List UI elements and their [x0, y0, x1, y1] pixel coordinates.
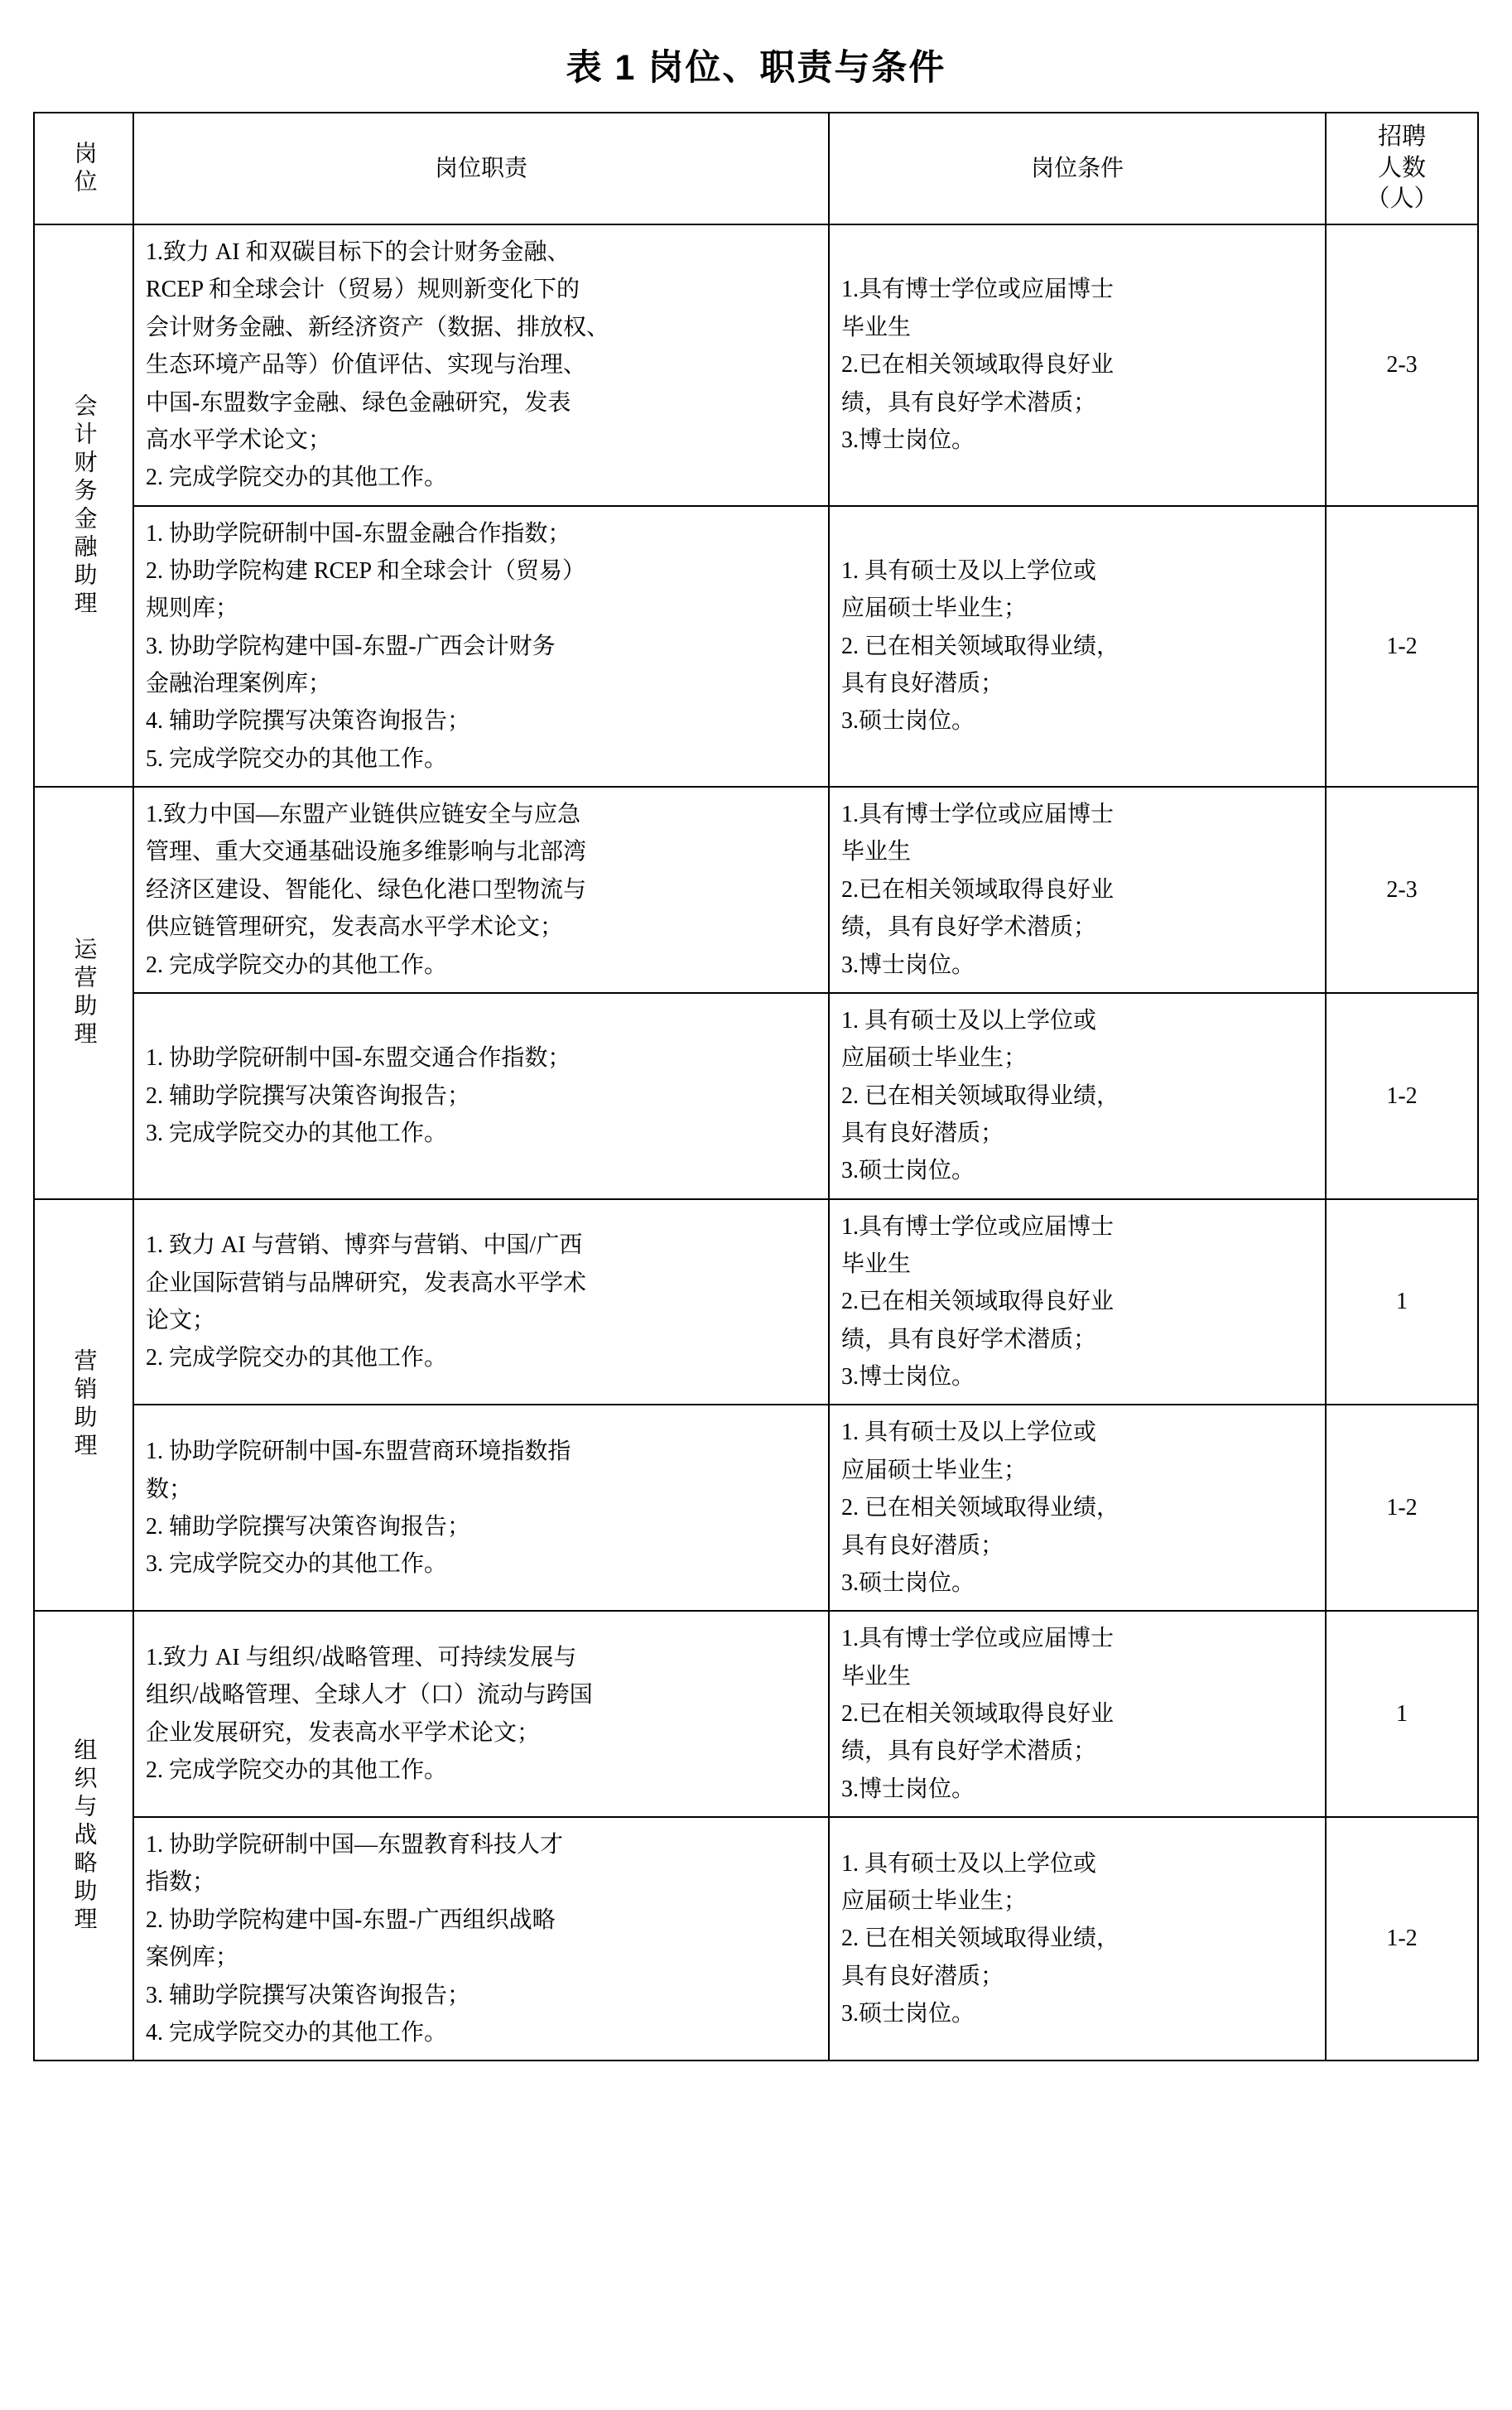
count-cell: 1-2: [1326, 993, 1478, 1199]
duty-cell: 1.致力 AI 和双碳目标下的会计财务金融、 RCEP 和全球会计（贸易）规则新变化下的 会计财务金融、新经济资产（数据、排放权、 生态环境产品等）价值评估、实现与治理、 中国-东盟数字金融、绿色金融研究，发表 高水平学术论文； 2. 完成学院交办的其他工作。: [133, 224, 829, 506]
table-header-row: [34, 113, 1478, 224]
table-row: [34, 506, 1478, 788]
duty-cell: 1. 致力 AI 与营销、博弈与营销、中国/广西 企业国际营销与品牌研究，发表高水平学术 论文； 2. 完成学院交办的其他工作。: [133, 1199, 829, 1405]
condition-cell: 1.具有博士学位或应届博士 毕业生 2.已在相关领域取得良好业 绩，具有良好学术潜质； 3.博士岗位。: [829, 224, 1326, 506]
table-row: [34, 1611, 1478, 1817]
condition-cell: 1.具有博士学位或应届博士 毕业生 2.已在相关领域取得良好业 绩，具有良好学术潜质； 3.博士岗位。: [829, 1199, 1326, 1405]
page-title: 表 1 岗位、职责与条件: [566, 48, 946, 88]
post-name-organization-strategy: 组织与战略助理: [34, 1611, 133, 2061]
table-row: [34, 1817, 1478, 2061]
post-name-operations: 运营助理: [34, 787, 133, 1199]
count-cell: 1-2: [1326, 1405, 1478, 1611]
count-cell: 1-2: [1326, 1817, 1478, 2061]
count-cell: 1: [1326, 1611, 1478, 1817]
condition-cell: 1.具有博士学位或应届博士 毕业生 2.已在相关领域取得良好业 绩，具有良好学术潜质； 3.博士岗位。: [829, 787, 1326, 993]
condition-cell: 1.具有博士学位或应届博士 毕业生 2.已在相关领域取得良好业 绩，具有良好学术潜质； 3.博士岗位。: [829, 1611, 1326, 1817]
column-header-count: [1326, 113, 1478, 224]
duty-cell: 1. 协助学院研制中国-东盟金融合作指数； 2. 协助学院构建 RCEP 和全球会计（贸易） 规则库； 3. 协助学院构建中国-东盟-广西会计财务 金融治理案例库； 4. 辅助学院撰写决策咨询报告； 5. 完成学院交办的其他工作。: [133, 506, 829, 788]
table-row: [34, 993, 1478, 1199]
table-body: [34, 224, 1478, 2061]
count-cell: 1-2: [1326, 506, 1478, 788]
duty-cell: 1. 协助学院研制中国—东盟教育科技人才 指数； 2. 协助学院构建中国-东盟-广西组织战略 案例库； 3. 辅助学院撰写决策咨询报告； 4. 完成学院交办的其他工作。: [133, 1817, 829, 2061]
duty-cell: 1.致力 AI 与组织/战略管理、可持续发展与 组织/战略管理、全球人才（口）流动与跨国 企业发展研究，发表高水平学术论文； 2. 完成学院交办的其他工作。: [133, 1611, 829, 1817]
condition-cell: 1. 具有硕士及以上学位或 应届硕士毕业生； 2. 已在相关领域取得业绩， 具有良好潜质； 3.硕士岗位。: [829, 506, 1326, 788]
table-row: [34, 1199, 1478, 1405]
post-name-marketing: 营销助理: [34, 1199, 133, 1612]
post-name-accounting-finance: 会计财务金融助理: [34, 224, 133, 787]
column-header-count-line-3: （人）: [1365, 186, 1438, 213]
column-header-count-line-1: 招聘: [1377, 123, 1426, 150]
job-positions-table: [33, 112, 1479, 2061]
condition-cell: 1. 具有硕士及以上学位或 应届硕士毕业生； 2. 已在相关领域取得业绩， 具有良好潜质； 3.硕士岗位。: [829, 1405, 1326, 1611]
table-row: [34, 787, 1478, 993]
condition-cell: 1. 具有硕士及以上学位或 应届硕士毕业生； 2. 已在相关领域取得业绩， 具有良好潜质； 3.硕士岗位。: [829, 993, 1326, 1199]
table-row: [34, 224, 1478, 506]
condition-cell: 1. 具有硕士及以上学位或 应届硕士毕业生； 2. 已在相关领域取得业绩， 具有良好潜质； 3.硕士岗位。: [829, 1817, 1326, 2061]
count-cell: 1: [1326, 1199, 1478, 1405]
count-cell: 2-3: [1326, 787, 1478, 993]
duty-cell: 1.致力中国—东盟产业链供应链安全与应急 管理、重大交通基础设施多维影响与北部湾 经济区建设、智能化、绿色化港口型物流与 供应链管理研究，发表高水平学术论文； 2. 完成学院交办的其他工作。: [133, 787, 829, 993]
column-header-count-line-2: 人数: [1377, 154, 1426, 181]
column-header-post: 岗位: [34, 113, 133, 224]
table-row: [34, 1405, 1478, 1611]
column-header-condition: 岗位条件: [829, 113, 1326, 224]
count-cell: 2-3: [1326, 224, 1478, 506]
duty-cell: 1. 协助学院研制中国-东盟交通合作指数； 2. 辅助学院撰写决策咨询报告； 3. 完成学院交办的其他工作。: [133, 993, 829, 1199]
duty-cell: 1. 协助学院研制中国-东盟营商环境指数指 数； 2. 辅助学院撰写决策咨询报告； 3. 完成学院交办的其他工作。: [133, 1405, 829, 1611]
column-header-duty: 岗位职责: [133, 113, 829, 224]
